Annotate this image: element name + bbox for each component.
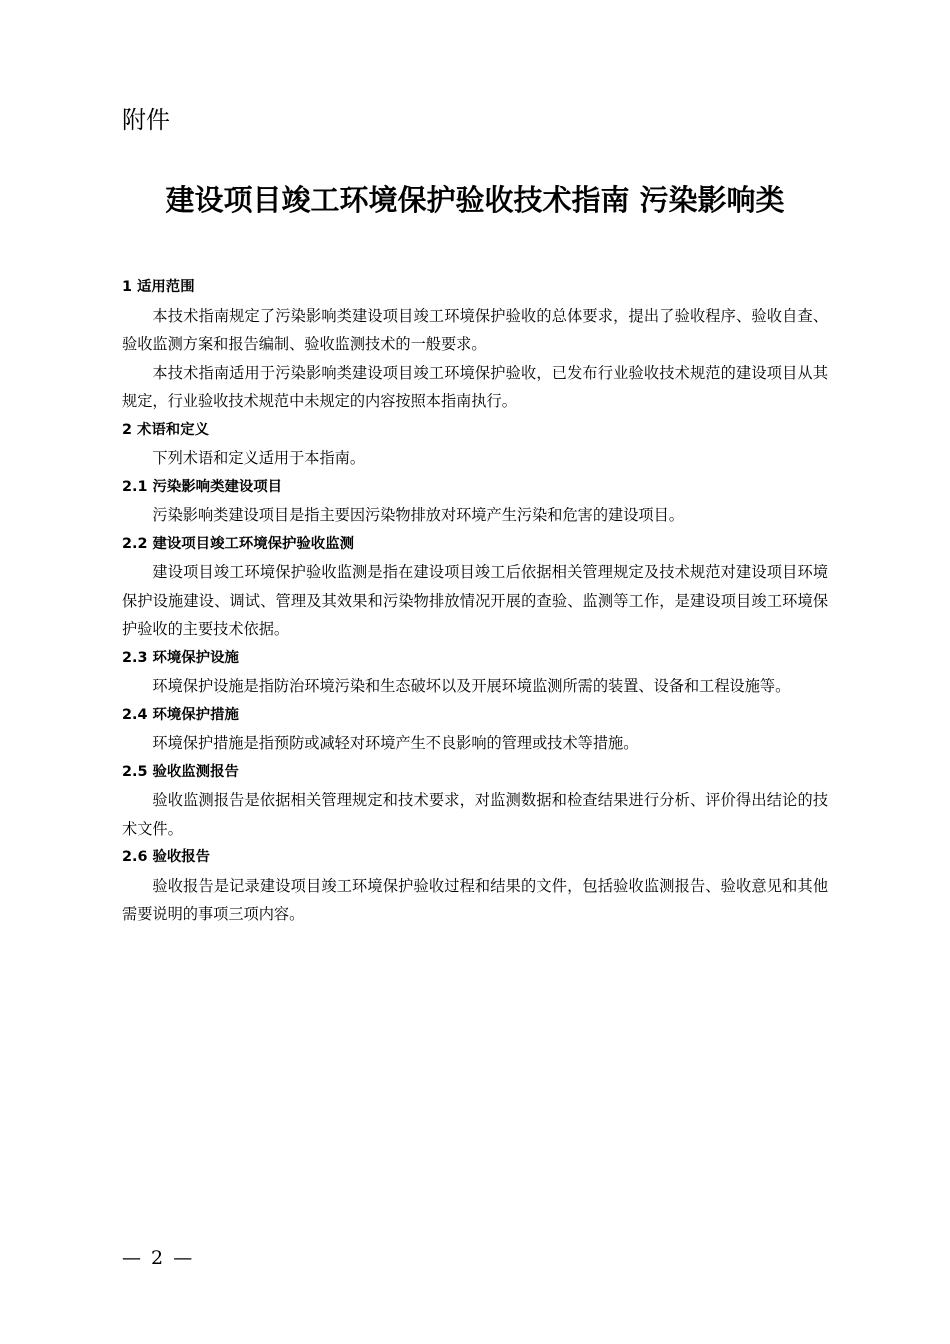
section-2-1-paragraph: 污染影响类建设项目是指主要因污染物排放对环境产生污染和危害的建设项目。	[152, 506, 684, 524]
footer-dash-left: —	[122, 1247, 143, 1269]
document-body	[122, 273, 828, 929]
section-2-1-heading: 2.1 污染影响类建设项目	[122, 478, 283, 495]
footer-dash-right: —	[173, 1247, 195, 1269]
attachment-label: 附件	[122, 106, 170, 134]
section-1-heading: 1 适用范围	[122, 279, 195, 295]
section-2-5-heading: 2.5 验收监测报告	[122, 763, 239, 780]
page-number-footer	[122, 1244, 194, 1272]
section-1-paragraph-2: 本技术指南适用于污染影响类建设项目竣工环境保护验收，已发布行业验收技术规范的建设项目从其规定，行业验收技术规范中未规定的内容按照本指南执行。	[122, 363, 828, 410]
section-2-heading: 2 术语和定义	[122, 421, 209, 438]
section-2-2-paragraph: 建设项目竣工环境保护验收监测是指在建设项目竣工后依据相关管理规定及技术规范对建设项目环境保护设施建设、调试、管理及其效果和污染物排放情况开展的查验、监测等工作，是建设项目竣工环境保护验收的主要技术依据。	[122, 563, 828, 638]
section-1-paragraph-1: 本技术指南规定了污染影响类建设项目竣工环境保护验收的总体要求，提出了验收程序、验收自查、验收监测方案和报告编制、验收监测技术的一般要求。	[122, 306, 828, 353]
document-title: 建设项目竣工环境保护验收技术指南 污染影响类	[165, 183, 785, 217]
section-2-3-paragraph: 环境保护设施是指防治环境污染和生态破坏以及开展环境监测所需的装置、设备和工程设施等。	[152, 677, 791, 695]
page-number: 2	[151, 1247, 166, 1269]
section-2-2-heading: 2.2 建设项目竣工环境保护验收监测	[122, 535, 354, 552]
section-2-5-paragraph: 验收监测报告是依据相关管理规定和技术要求，对监测数据和检查结果进行分析、评价得出结论的技术文件。	[122, 791, 828, 838]
section-2-4-paragraph: 环境保护措施是指预防或减轻对环境产生不良影响的管理或技术等措施。	[152, 734, 639, 752]
section-2-3-heading: 2.3 环境保护设施	[122, 649, 239, 666]
section-2-4-heading: 2.4 环境保护措施	[122, 706, 239, 723]
section-2-paragraph: 下列术语和定义适用于本指南。	[152, 449, 366, 467]
section-2-6-paragraph: 验收报告是记录建设项目竣工环境保护验收过程和结果的文件，包括验收监测报告、验收意见和其他需要说明的事项三项内容。	[122, 876, 828, 923]
section-2-6-heading: 2.6 验收报告	[122, 849, 211, 865]
